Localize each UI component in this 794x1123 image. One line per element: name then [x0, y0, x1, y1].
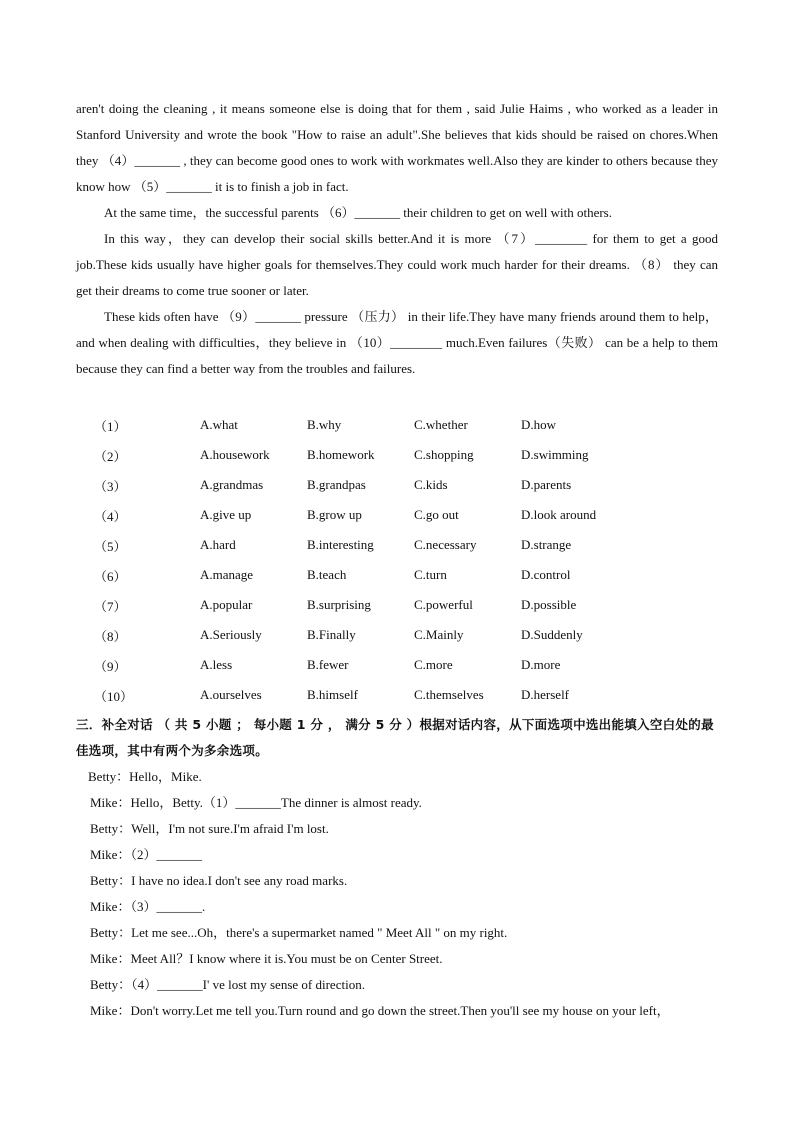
- option-c: C.go out: [414, 507, 459, 522]
- options-row: [76, 680, 718, 710]
- option-d: D.strange: [521, 537, 572, 552]
- option-c: C.kids: [414, 477, 448, 492]
- options-row: [76, 470, 718, 500]
- option-c: C.themselves: [414, 687, 484, 702]
- option-d: D.herself: [521, 687, 570, 702]
- options-row: [76, 650, 718, 680]
- option-a: A.hard: [200, 537, 236, 552]
- question-number: （2）: [94, 448, 127, 464]
- option-a: A.ourselves: [200, 687, 262, 702]
- option-d: D.possible: [521, 597, 577, 612]
- option-b: B.fewer: [307, 657, 349, 672]
- option-b: B.himself: [307, 687, 358, 702]
- option-c: C.Mainly: [414, 627, 464, 642]
- option-d: D.control: [521, 567, 571, 582]
- option-d: D.swimming: [521, 447, 589, 462]
- dialog-line: Mike：Hello，Betty.（1）_______The dinner is almost ready.: [90, 795, 422, 810]
- option-c: C.necessary: [414, 537, 477, 552]
- option-a: A.less: [200, 657, 233, 672]
- dialog-line: Betty：Let me see...Oh，there's a supermarket named " Meet All " on my right.: [90, 925, 508, 940]
- option-a: A.popular: [200, 597, 253, 612]
- question-number: （6）: [94, 568, 127, 584]
- options-row: [76, 440, 718, 470]
- options-row: [76, 530, 718, 560]
- question-number: （3）: [94, 478, 127, 494]
- option-a: A.Seriously: [200, 627, 262, 642]
- question-number: （1）: [94, 418, 127, 434]
- option-a: A.what: [200, 417, 238, 432]
- option-b: B.why: [307, 417, 342, 432]
- dialog-line: Betty：I have no idea.I don't see any road marks.: [90, 873, 348, 888]
- option-d: D.how: [521, 417, 557, 432]
- question-number: （8）: [94, 628, 127, 644]
- dialog-line: Mike：（2）_______: [90, 847, 202, 862]
- option-c: C.more: [414, 657, 453, 672]
- dialog-line: Mike：Meet All？I know where it is.You must be on Center Street.: [90, 951, 443, 966]
- option-a: A.grandmas: [200, 477, 264, 492]
- question-number: （5）: [94, 538, 127, 554]
- option-a: A.housework: [200, 447, 270, 462]
- dialog-line: Betty：（4）_______I' ve lost my sense of direction.: [90, 977, 365, 992]
- option-c: C.shopping: [414, 447, 474, 462]
- options-row: [76, 410, 718, 440]
- question-number: （9）: [94, 658, 127, 674]
- option-b: B.surprising: [307, 597, 371, 612]
- dialog-line: Betty：Hello，Mike.: [88, 769, 202, 784]
- options-row: [76, 500, 718, 530]
- option-b: B.Finally: [307, 627, 356, 642]
- passage-paragraph-4: These kids often have （9）_______ pressure （压力） in their life.They have many friends around them to help，and when dealing with difficulties，they believe in （10）________ much.Even failures（失败） can be a help to them because they can find a better way from the troubles and failures.: [76, 309, 718, 376]
- option-d: D.Suddenly: [521, 627, 583, 642]
- options-row: [76, 560, 718, 590]
- options-row: [76, 620, 718, 650]
- passage-paragraph-2: At the same time，the successful parents （6）_______ their children to get on well with others.: [104, 205, 612, 220]
- option-d: D.parents: [521, 477, 572, 492]
- question-number: （7）: [94, 598, 127, 614]
- option-b: B.teach: [307, 567, 347, 582]
- question-number: （10）: [94, 688, 134, 704]
- option-a: A.manage: [200, 567, 254, 582]
- passage-paragraph-1: aren't doing the cleaning , it means someone else is doing that for them , said Julie Haims , who worked as a leader in Stanford University and wrote the book "How to raise an adult".She believes that kids should be raised on chores.When they （4）_______ , they can become good ones to work with workmates well.Also they are kinder to others because they know how （5）_______ it is to finish a job in fact.: [76, 101, 718, 194]
- option-b: B.homework: [307, 447, 375, 462]
- options-row: [76, 590, 718, 620]
- section-3-title: 三．补全对话 （ 共 5 小题 ； 每小题 1 分 ， 满分 5 分 ）根据对话内容，从下面选项中选出能填入空白处的最佳选项，其中有两个为多余选项。: [76, 717, 714, 758]
- dialog-line: Betty：Well，I'm not sure.I'm afraid I'm lost.: [90, 821, 329, 836]
- option-c: C.turn: [414, 567, 447, 582]
- dialog: [76, 764, 718, 1024]
- option-b: B.interesting: [307, 537, 374, 552]
- option-d: D.more: [521, 657, 561, 672]
- option-c: C.powerful: [414, 597, 473, 612]
- dialog-line: Mike：Don't worry.Let me tell you.Turn round and go down the street.Then you'll see my house on your left，: [90, 1003, 670, 1018]
- option-b: B.grow up: [307, 507, 362, 522]
- dialog-line: Mike：（3）_______.: [90, 899, 206, 914]
- question-number: （4）: [94, 508, 127, 524]
- option-a: A.give up: [200, 507, 252, 522]
- options-table: [76, 410, 718, 710]
- option-c: C.whether: [414, 417, 468, 432]
- passage-paragraph-3: In this way，they can develop their social skills better.And it is more （7）________ for them to get a good job.These kids usually have higher goals for themselves.They could work much harder for their dreams. （8） they can get their dreams to come true sooner or later.: [76, 231, 718, 298]
- option-b: B.grandpas: [307, 477, 366, 492]
- option-d: D.look around: [521, 507, 597, 522]
- document-page: [76, 96, 718, 1024]
